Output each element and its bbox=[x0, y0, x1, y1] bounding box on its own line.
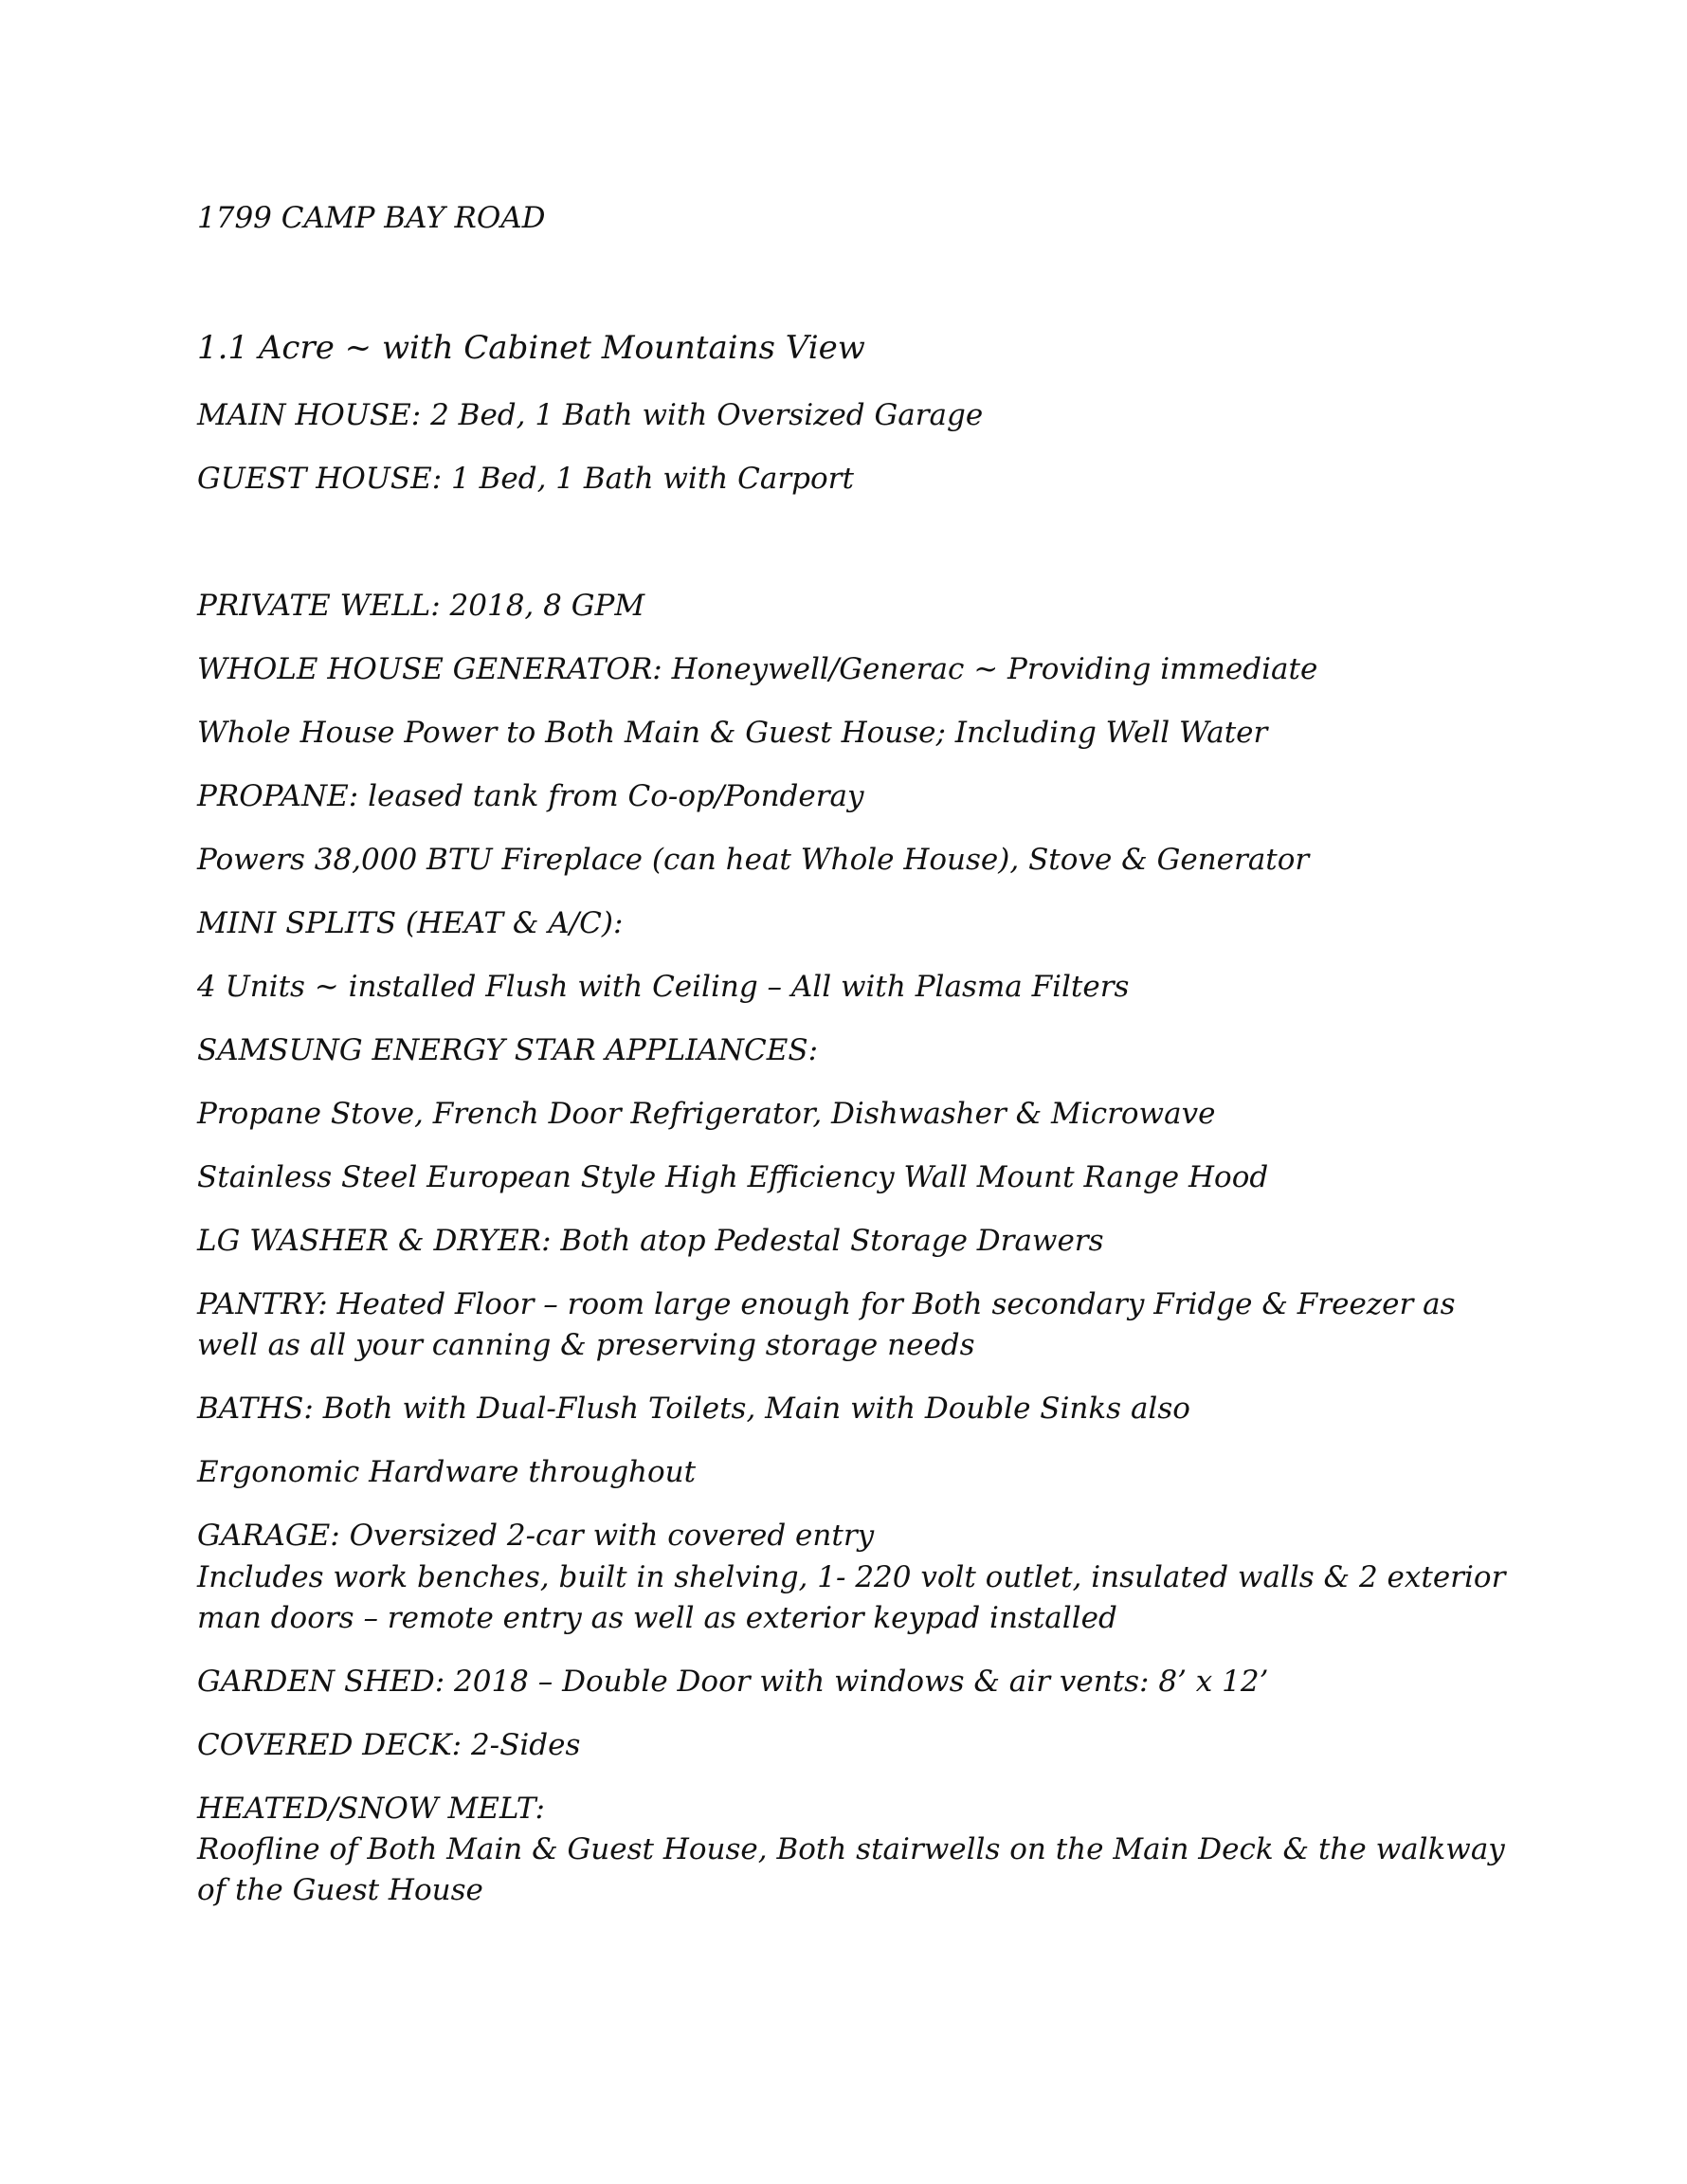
range-hood-line: Stainless Steel European Style High Efficiency Wall Mount Range Hood bbox=[197, 1160, 1269, 1194]
garden-shed-line: GARDEN SHED: 2018 – Double Door with windows & air vents: 8’ x 12’ bbox=[197, 1665, 1269, 1699]
mini-splits-line: MINI SPLITS (HEAT & A/C): bbox=[197, 906, 624, 940]
garage-line: GARAGE: Oversized 2-car with covered entry bbox=[197, 1519, 875, 1553]
covered-deck-line: COVERED DECK: 2-Sides bbox=[197, 1728, 581, 1762]
garage-detail-line-continued: man doors – remote entry as well as exterior keypad installed bbox=[197, 1601, 1117, 1635]
generator-line: WHOLE HOUSE GENERATOR: Honeywell/Generac ~ Providing immediate bbox=[197, 652, 1318, 686]
laundry-line: LG WASHER & DRYER: Both atop Pedestal Storage Drawers bbox=[197, 1224, 1104, 1258]
private-well-line: PRIVATE WELL: 2018, 8 GPM bbox=[197, 589, 645, 623]
propane-line: PROPANE: leased tank from Co-op/Ponderay bbox=[197, 779, 864, 813]
garage-detail-line: Includes work benches, built in shelving, 1- 220 volt outlet, insulated walls & 2 exterior bbox=[197, 1560, 1506, 1594]
mini-splits-detail-line: 4 Units ~ installed Flush with Ceiling – All with Plasma Filters bbox=[197, 970, 1130, 1004]
snow-melt-line: HEATED/SNOW MELT: bbox=[197, 1792, 545, 1826]
guest-house-line: GUEST HOUSE: 1 Bed, 1 Bath with Carport bbox=[197, 462, 854, 496]
generator-detail-line: Whole House Power to Both Main & Guest House; Including Well Water bbox=[197, 716, 1268, 750]
acreage-line: 1.1 Acre ~ with Cabinet Mountains View bbox=[197, 329, 865, 367]
snow-melt-detail-line: Roofline of Both Main & Guest House, Both stairwells on the Main Deck & the walkway bbox=[197, 1832, 1505, 1866]
property-address-title: 1799 CAMP BAY ROAD bbox=[197, 201, 546, 235]
appliances-detail-line: Propane Stove, French Door Refrigerator, Dishwasher & Microwave bbox=[197, 1097, 1216, 1131]
propane-detail-line: Powers 38,000 BTU Fireplace (can heat Whole House), Stove & Generator bbox=[197, 843, 1310, 877]
appliances-line: SAMSUNG ENERGY STAR APPLIANCES: bbox=[197, 1033, 819, 1067]
baths-line: BATHS: Both with Dual-Flush Toilets, Main with Double Sinks also bbox=[197, 1392, 1190, 1426]
snow-melt-detail-line-continued: of the Guest House bbox=[197, 1873, 483, 1907]
hardware-line: Ergonomic Hardware throughout bbox=[197, 1455, 697, 1489]
pantry-line-continued: well as all your canning & preserving storage needs bbox=[197, 1328, 975, 1362]
pantry-line: PANTRY: Heated Floor – room large enough for Both secondary Fridge & Freezer as bbox=[197, 1287, 1456, 1321]
main-house-line: MAIN HOUSE: 2 Bed, 1 Bath with Oversized Garage bbox=[197, 398, 984, 432]
